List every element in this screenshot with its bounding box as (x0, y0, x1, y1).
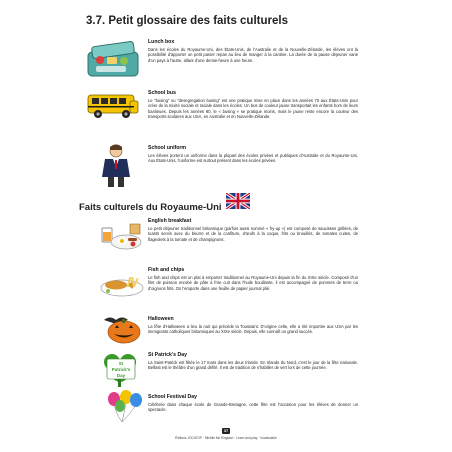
entry-body: Célébrée dans chaque école de Grande-Bretagne, cette fête est l'occasion pour les élèves de donner un spectacle. (148, 402, 358, 413)
entry-title: Fish and chips (148, 267, 185, 273)
entry-body: Le fish and chips est un plat à emporter traditionnel au Royaume-Uni depuis la fin du XIXe siècle. Composé d'un filet de poisson enrobé de pâte à frire cuit dans l'huile bouillante, il est accompagné de pommes de terre ou d'oignons frits. On l'emporte dans une feuille de papier journal plié. (148, 275, 358, 291)
halloween-pumpkin-illustration (100, 314, 146, 344)
lunchbox-illustration (82, 38, 144, 80)
stpatrick-sign-line3: Day (116, 373, 126, 378)
page-footer: Éditions JOCATOP · Mireille Mc Kingston · Learn and play · Vocabulaire (175, 436, 277, 440)
entry-title: School bus (148, 90, 176, 96)
entry-english-breakfast (148, 218, 358, 242)
entry-body: La Saint-Patrick est fêtée le 17 mars dans les deux Irlande. En Irlande du Nord, c'est le jour de la fête nationale. Belfast est le théâtre d'un grand défilé. Il est de tradition de s'habiller de vert lors de cette journée. (148, 360, 358, 371)
entry-body: Dans les écoles du Royaume-Uni, des États-Unis, de l'Australie et de la Nouvelle-Zélande, les élèves ont la possibilité d'apporter un petit panier repas au lieu de manger à la cantine. La durée de la pause déjeuner varie d'un pays à l'autre, allant d'une demie-heure à une heure. (148, 47, 358, 63)
school-festival-balloons-illustration (104, 390, 144, 424)
stpatrick-sign-line1: St (118, 361, 124, 366)
section-heading: 3.7. Petit glossaire des faits culturels (86, 15, 288, 27)
entry-halloween (148, 316, 358, 335)
entry-title: Halloween (148, 316, 174, 322)
uk-flag-icon (226, 193, 250, 214)
entry-title: English breakfast (148, 218, 192, 224)
entry-lunch-box (148, 39, 358, 63)
entry-st-patricks-day (148, 352, 358, 371)
entry-body: La fête d'Halloween a lieu la nuit qui précède la Toussaint. D'origine celte, elle a été importée aux USA par les immigrants catholiques britanniques au XIXe siècle. Depuis, elle connaît un grand succès. (148, 324, 358, 335)
section-subheading: Faits culturels du Royaume-Uni (79, 202, 222, 213)
english-breakfast-illustration (100, 220, 146, 252)
st-patricks-day-illustration (98, 350, 144, 388)
entry-title: School Festival Day (148, 394, 198, 400)
page-number: 37 (223, 428, 229, 433)
entry-body: Le "busing" ou "desegregation busing" est une pratique mise en place dans les années 70 aux États-Unis pour créer de la mixité sociale et raciale dans les écoles. Un bus de couleur jaune transportait les enfants hors de leurs banlieues. Depuis les années 80, le « busing » se pratique moins, mais le jaune reste encore la couleur des transports scolaires aux USA, en Australie et en Nouvelle-Zélande. (148, 98, 358, 120)
entry-title: School uniform (148, 145, 187, 151)
entry-title: Lunch box (148, 39, 175, 45)
entry-body: Le petit déjeuner traditionnel britannique (parfois aussi nommé « fry-up ») est composé de saucisses grillées, de toasts servis avec du beurre et de la confiture, d'œufs à la coque, frits ou brouillés, de tomates cuites, de flageolets à la tomate et de champignons. (148, 226, 358, 242)
entry-fish-and-chips (148, 267, 358, 291)
entry-school-bus (148, 90, 358, 120)
entry-school-uniform (148, 145, 358, 164)
school-bus-illustration (86, 92, 140, 120)
entry-body: Les élèves portent un uniforme dans la plupart des écoles privées et publiques d'Australie et du Royaume-Uni. Aux États-Unis, l'uniforme est surtout présent dans les écoles privées. (148, 153, 358, 164)
fish-and-chips-illustration (98, 268, 146, 298)
entry-title: St Patrick's Day (148, 352, 188, 358)
stpatrick-sign-line2: Patrick's (111, 367, 131, 372)
entry-school-festival-day (148, 394, 358, 413)
school-uniform-illustration (96, 143, 136, 189)
